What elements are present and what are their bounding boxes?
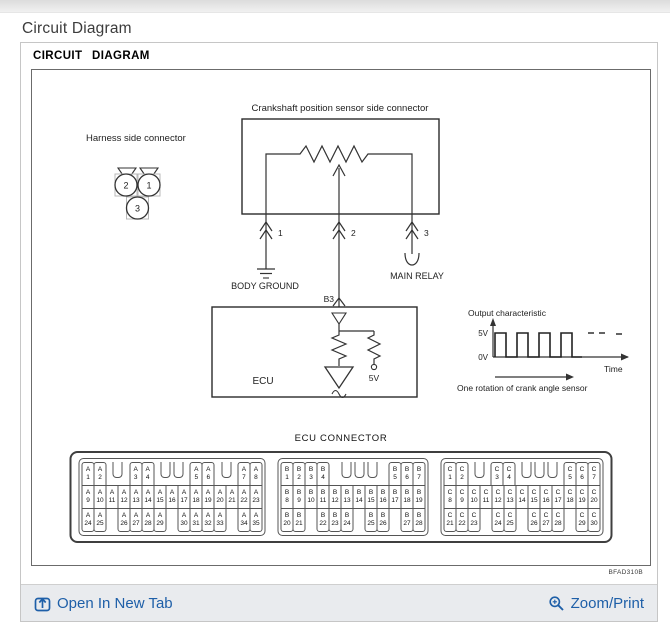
keying-slot xyxy=(341,462,351,478)
pin-cluster xyxy=(401,508,426,532)
connector-group-C xyxy=(441,458,604,536)
pin-cell: C 18 xyxy=(564,485,577,509)
pin-cluster xyxy=(237,462,262,486)
pin-cell: A 3 xyxy=(129,462,142,486)
connector-group-B xyxy=(278,458,429,536)
axis-arrow-right xyxy=(621,354,629,361)
pin-cell: A 21 xyxy=(226,485,239,509)
pin-cell: A 11 xyxy=(106,485,119,509)
pin-cell: B 16 xyxy=(377,485,390,509)
pin-cell: A 5 xyxy=(190,462,203,486)
ecu-connector-box xyxy=(70,451,613,543)
pin-cell: C 15 xyxy=(528,485,541,509)
keying-slot xyxy=(160,462,170,478)
pin-cell: B 17 xyxy=(389,485,402,509)
pin2-label: 2 xyxy=(351,228,356,238)
pin-cell: B 12 xyxy=(329,485,342,509)
pin-cluster xyxy=(492,508,517,532)
pin-cell: C 5 xyxy=(564,462,577,486)
pin-cluster xyxy=(528,508,565,532)
pin-cluster xyxy=(365,508,390,532)
pin-cell: C 25 xyxy=(504,508,517,532)
pin-cell: C 8 xyxy=(444,485,457,509)
ecu-box xyxy=(212,307,417,398)
pin-cell: C 27 xyxy=(540,508,553,532)
output-title: Output characteristic xyxy=(468,308,546,318)
pin-cell: A 4 xyxy=(141,462,154,486)
pin-cell: B 15 xyxy=(365,485,378,509)
keying-slot-group xyxy=(475,462,485,478)
pin-cell: A 34 xyxy=(238,508,251,532)
rotation-caption: One rotation of crank angle sensor xyxy=(457,383,588,393)
keying-slot-group xyxy=(113,462,123,478)
sensor-connector-box xyxy=(242,103,439,214)
pin-cluster xyxy=(82,462,107,486)
relay-coil-icon xyxy=(405,253,419,265)
pin-cell: C 4 xyxy=(503,462,516,486)
harness-pin-1: 1 xyxy=(146,180,152,191)
zoom-print-link[interactable] xyxy=(548,595,644,612)
b3-label: B3 xyxy=(323,294,334,304)
pin-cell: B 26 xyxy=(377,508,390,532)
terminal-circle xyxy=(371,364,376,369)
pin-cell: C 6 xyxy=(576,462,589,486)
pin-cell: A 12 xyxy=(118,485,131,509)
resistor-icon xyxy=(332,331,346,366)
pin-cluster xyxy=(389,462,426,486)
pin-cell: C 17 xyxy=(552,485,565,509)
pin-cluster xyxy=(82,508,107,532)
pin-cell: C 3 xyxy=(491,462,504,486)
ecu-label: ECU xyxy=(252,376,274,387)
pin-cell: A 8 xyxy=(249,462,262,486)
pin-cell: A 33 xyxy=(214,508,227,532)
keying-slot xyxy=(522,462,532,478)
keying-slot-group xyxy=(160,462,183,478)
pin-cell: A 29 xyxy=(154,508,167,532)
pin-cell: A 27 xyxy=(130,508,143,532)
pin-cell: C 11 xyxy=(480,485,493,509)
output-characteristic xyxy=(457,308,629,393)
pin-cluster xyxy=(82,485,263,509)
pin-cell: A 28 xyxy=(142,508,155,532)
pin-cell: A 22 xyxy=(238,485,251,509)
sensor-label: Crankshaft position sensor side connector xyxy=(251,103,429,114)
pin-cell: A 32 xyxy=(202,508,215,532)
square-wave xyxy=(495,333,582,357)
pin-cluster xyxy=(281,462,330,486)
pin-cell: B 1 xyxy=(281,462,294,486)
y-high-label: 5V xyxy=(478,329,488,338)
pin-cell: A 15 xyxy=(154,485,167,509)
pin-cell: A 31 xyxy=(190,508,203,532)
pin-cluster xyxy=(444,508,481,532)
pin-cell: C 1 xyxy=(444,462,457,486)
keying-slot xyxy=(548,462,558,478)
pin-cell: A 26 xyxy=(118,508,131,532)
pin-cell: C 10 xyxy=(468,485,481,509)
harness-pin-2: 2 xyxy=(123,180,129,191)
pin-cluster xyxy=(444,485,601,509)
keying-slot xyxy=(475,462,485,478)
pin-cell: A 14 xyxy=(142,485,155,509)
pin-cell: B 8 xyxy=(281,485,294,509)
pin-cell: A 20 xyxy=(214,485,227,509)
pin3-label: 3 xyxy=(424,228,429,238)
pin-cell: A 35 xyxy=(250,508,263,532)
panel-header: CIRCUIT DIAGRAM xyxy=(33,50,150,62)
pin-cell: C 19 xyxy=(576,485,589,509)
time-label: Time xyxy=(604,364,623,374)
harness-pin-3: 3 xyxy=(134,203,141,214)
span-arrow-right xyxy=(566,374,574,381)
pin-cell: C 26 xyxy=(528,508,541,532)
pin-cell: B 28 xyxy=(413,508,426,532)
magnifier-icon xyxy=(548,595,565,612)
pin-cell: C 14 xyxy=(516,485,529,509)
connector-group-A xyxy=(79,458,266,536)
pin-cell: A 6 xyxy=(202,462,215,486)
pin-cell: C 23 xyxy=(468,508,481,532)
pin-cell: B 11 xyxy=(317,485,330,509)
pin-cell: C 29 xyxy=(576,508,589,532)
footer-bar xyxy=(21,584,657,621)
keying-slot-group xyxy=(522,462,558,478)
ecu-connector-title: ECU CONNECTOR xyxy=(294,433,388,444)
pin-cluster xyxy=(281,485,426,509)
pin-cell: B 7 xyxy=(413,462,426,486)
pin-cluster xyxy=(178,508,227,532)
pin1-label: 1 xyxy=(278,228,283,238)
pin-cell: A 10 xyxy=(94,485,107,509)
pin-cell: A 23 xyxy=(250,485,263,509)
pin-cell: C 12 xyxy=(492,485,505,509)
pin-cell: B 5 xyxy=(389,462,402,486)
pin-cell: B 25 xyxy=(365,508,378,532)
connector-pins xyxy=(231,214,444,307)
pin-cell: A 2 xyxy=(94,462,107,486)
pin-cluster xyxy=(129,462,154,486)
pin-cell: A 18 xyxy=(190,485,203,509)
pin-cell: B 21 xyxy=(293,508,306,532)
pin-cell: B 9 xyxy=(293,485,306,509)
keying-slot-group xyxy=(341,462,377,478)
pin-cluster xyxy=(444,462,469,486)
pin-cell: A 13 xyxy=(130,485,143,509)
keying-slot xyxy=(113,462,123,478)
pin-cell: B 24 xyxy=(341,508,354,532)
pin-cell: B 22 xyxy=(317,508,330,532)
open-in-new-tab-link[interactable] xyxy=(34,595,173,612)
zoom-print-label: Zoom/Print xyxy=(570,594,644,612)
pin-cluster xyxy=(118,508,167,532)
keying-slot xyxy=(354,462,364,478)
schematic-drawing xyxy=(32,70,650,430)
pin-cluster xyxy=(190,462,215,486)
open-in-new-tab-label: Open In New Tab xyxy=(57,594,173,612)
body-ground-label: BODY GROUND xyxy=(231,281,299,291)
pin-cell: B 14 xyxy=(353,485,366,509)
pin-cell: A 16 xyxy=(166,485,179,509)
pin-cell: B 13 xyxy=(341,485,354,509)
pin-cluster xyxy=(317,508,354,532)
pin-cell: C 16 xyxy=(540,485,553,509)
pin-cell: A 7 xyxy=(237,462,250,486)
keying-slot xyxy=(173,462,183,478)
diagram-area xyxy=(31,69,651,566)
pin-cell: B 27 xyxy=(401,508,414,532)
pin-cell: C 7 xyxy=(588,462,601,486)
pin-cluster xyxy=(281,508,306,532)
y-low-label: 0V xyxy=(478,353,488,362)
comparator-triangle-icon xyxy=(325,367,353,388)
pin-cell: A 17 xyxy=(178,485,191,509)
pin-cluster xyxy=(491,462,516,486)
input-triangle-icon xyxy=(332,313,346,324)
pin-cell: B 20 xyxy=(281,508,294,532)
pin-cell: B 6 xyxy=(401,462,414,486)
page-top-band xyxy=(0,0,670,13)
open-in-new-tab-icon xyxy=(34,595,51,612)
axis-arrow-up xyxy=(490,318,496,326)
pin-cluster xyxy=(238,508,263,532)
main-relay-label: MAIN RELAY xyxy=(390,271,444,281)
pin-cell: A 9 xyxy=(82,485,95,509)
pin-cell: C 9 xyxy=(456,485,469,509)
pin-cell: C 2 xyxy=(456,462,469,486)
pin-cell: B 4 xyxy=(317,462,330,486)
five-v-label: 5V xyxy=(368,373,380,383)
resistor-icon xyxy=(368,331,380,364)
figure-code: BFAD310B xyxy=(608,569,643,576)
pin-cell: C 13 xyxy=(504,485,517,509)
pin-cell: B 3 xyxy=(305,462,318,486)
pin-cell: C 28 xyxy=(552,508,565,532)
pin-cell: B 18 xyxy=(401,485,414,509)
pin-cell: C 21 xyxy=(444,508,457,532)
pin-cell: C 20 xyxy=(588,485,601,509)
pin-cell: C 24 xyxy=(492,508,505,532)
pin-cell: A 19 xyxy=(202,485,215,509)
harness-label: Harness side connector xyxy=(86,133,186,144)
pin-cell: B 19 xyxy=(413,485,426,509)
keying-slot xyxy=(367,462,377,478)
circuit-diagram-panel xyxy=(20,42,658,622)
pin-cell: B 2 xyxy=(293,462,306,486)
pin-cell: B 23 xyxy=(329,508,342,532)
keying-slot xyxy=(535,462,545,478)
pin-cell: B 10 xyxy=(305,485,318,509)
pin-cell: C 30 xyxy=(588,508,601,532)
pin-cell: A 1 xyxy=(82,462,95,486)
pin-cell: A 25 xyxy=(94,508,107,532)
pin-cell: C 22 xyxy=(456,508,469,532)
pin-cell: A 24 xyxy=(82,508,95,532)
page-title: Circuit Diagram xyxy=(22,20,132,37)
pin-cell: A 30 xyxy=(178,508,191,532)
harness-connector xyxy=(86,133,186,219)
pin-cluster xyxy=(576,508,601,532)
pin-cluster xyxy=(564,462,601,486)
keying-slot-group xyxy=(221,462,231,478)
keying-slot xyxy=(221,462,231,478)
